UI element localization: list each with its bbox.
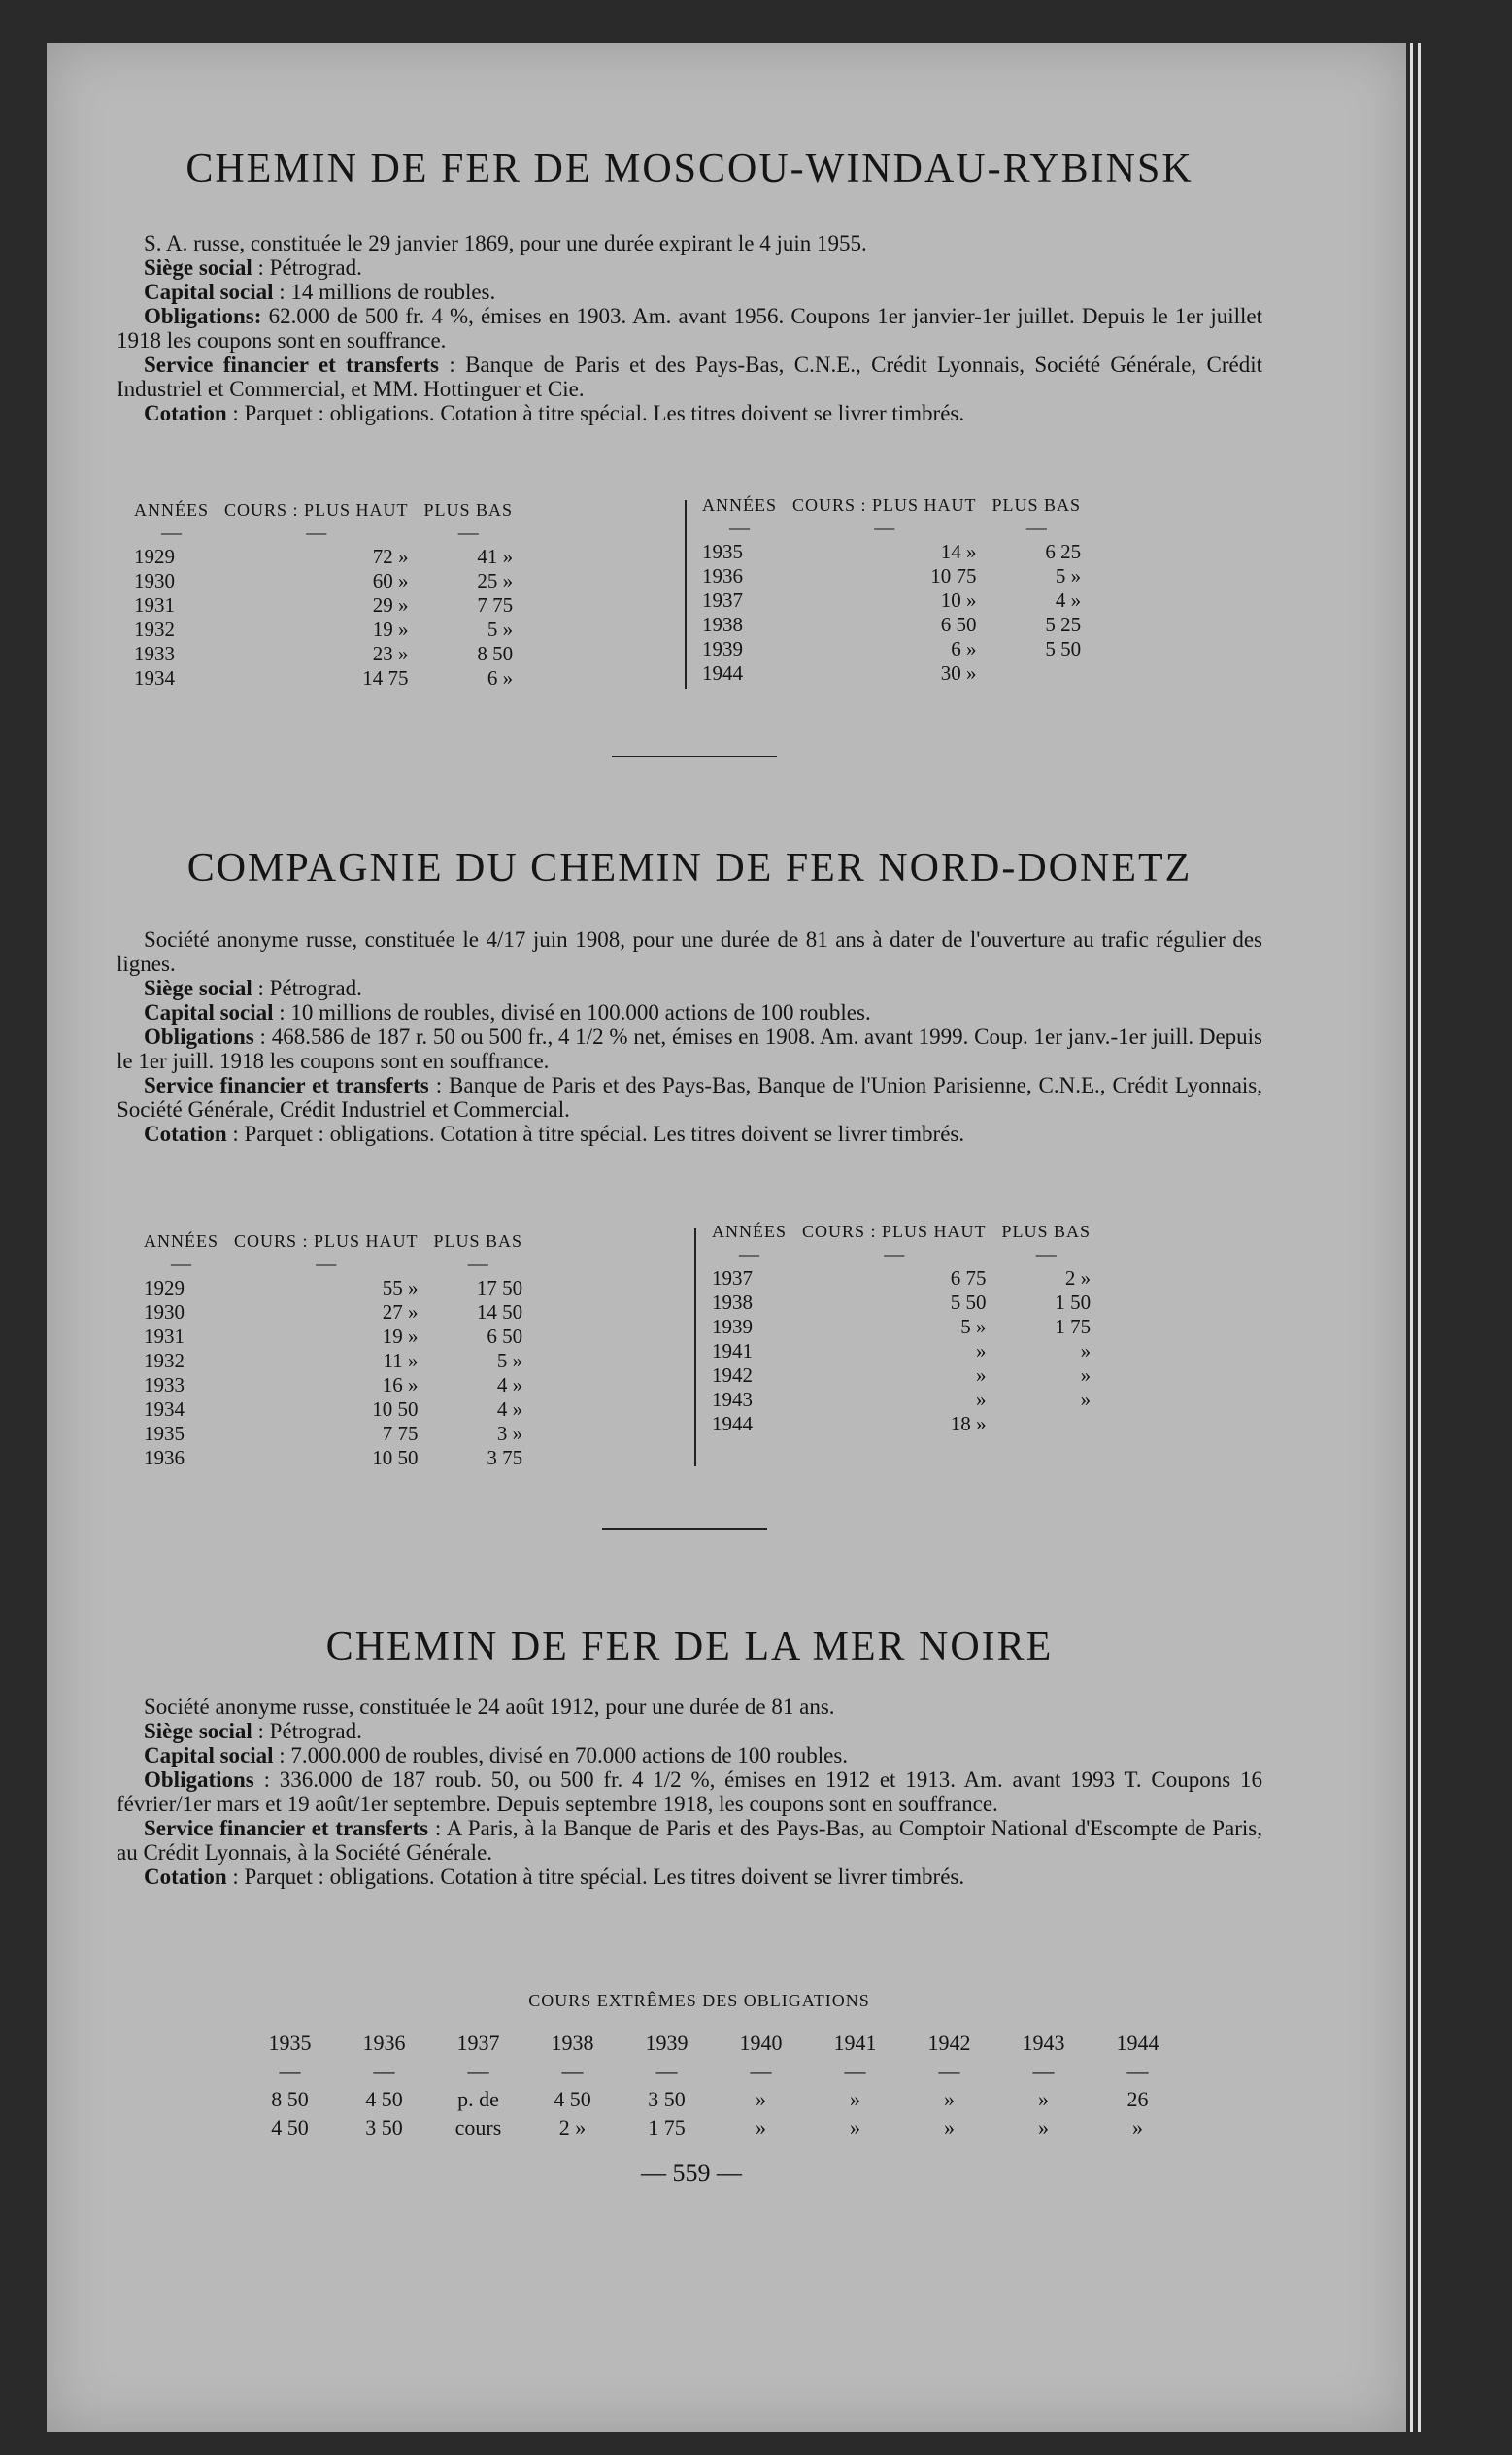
- intro-text: S. A. russe, constituée le 29 janvier 1869, pour une durée expirant le 4 juin 1955.: [144, 231, 867, 255]
- low-cell: 17 50: [476, 1276, 523, 1299]
- header-underline: —: [739, 1242, 759, 1265]
- high-cell: 4 50: [365, 2087, 403, 2111]
- year-cell: 1938: [551, 2031, 594, 2055]
- low-cell: 5 »: [487, 618, 514, 641]
- low-cell: »: [944, 2115, 955, 2139]
- section-title: CHEMIN DE FER DE LA MER NOIRE: [325, 1625, 1054, 1669]
- high-cell: 8 50: [271, 2087, 309, 2111]
- year-cell: 1929: [134, 545, 175, 568]
- low-cell: »: [1080, 1363, 1092, 1387]
- column-header: PLUS BAS: [423, 500, 514, 520]
- table-row: [694, 589, 1089, 613]
- year-cell: 1934: [134, 666, 175, 689]
- low-cell: [994, 1412, 1099, 1436]
- low-cell: 3 50: [365, 2115, 403, 2139]
- high-cell: 5 50: [950, 1291, 987, 1314]
- table-row: [126, 618, 521, 642]
- table-row: [694, 661, 1089, 686]
- high-cell: »: [1038, 2087, 1049, 2111]
- table-header-row: [126, 500, 521, 521]
- low-cell: 4 »: [496, 1397, 523, 1421]
- table-row: [136, 1276, 530, 1300]
- column-header: ANNÉES: [702, 495, 777, 515]
- table-row: [136, 1300, 530, 1325]
- low-cell: cours: [454, 2115, 502, 2139]
- obligations-value: 62.000 de 500 fr. 4 %, émises en 1903. Am. avant 1956. Coupons 1er janvier-1er juillet. Depuis le 1er juillet 1918 les coupons sont en souffrance.: [117, 304, 1263, 353]
- service-line: [117, 1073, 1262, 1122]
- obligations-line: [117, 1767, 1262, 1816]
- year-cell: 1936: [144, 1446, 185, 1469]
- section-moscou-windau: [117, 146, 1262, 192]
- section-separator: [602, 1528, 767, 1530]
- high-cell: 29 »: [372, 593, 409, 617]
- table-row: [126, 593, 521, 618]
- section-nord-donetz: [117, 845, 1262, 891]
- year-cell: 1940: [739, 2031, 783, 2055]
- low-cell: [985, 661, 1090, 686]
- capital-line: [117, 1000, 1262, 1025]
- header-underline: —: [844, 2059, 866, 2083]
- low-cell: 14 50: [476, 1300, 523, 1324]
- capital-value: : 7.000.000 de roubles, divisé en 70.000 actions de 100 roubles.: [279, 1743, 849, 1767]
- table-row: [694, 613, 1089, 637]
- table-row: [126, 666, 521, 690]
- low-cell: 2 »: [1064, 1266, 1092, 1290]
- table-row: [704, 1363, 1098, 1388]
- header-underline-row: [694, 516, 1089, 540]
- table-row: [694, 540, 1089, 564]
- high-cell: 11 »: [383, 1349, 419, 1372]
- high-cell: p. de: [457, 2087, 499, 2111]
- service-line: [117, 353, 1262, 401]
- column-header: ANNÉES: [712, 1222, 787, 1241]
- capital-value: : 14 millions de roubles.: [279, 280, 496, 304]
- table-row: [136, 1446, 530, 1470]
- low-cell: 1 75: [648, 2115, 686, 2139]
- siege-line: [117, 976, 1262, 1000]
- section-text: [117, 1695, 1262, 1889]
- service-value: : Banque de Paris et des Pays-Bas, C.N.E., Crédit Lyonnais, Société Générale, Crédit Industriel et Commercial, et MM. Hottinguer et Cie.: [117, 353, 1262, 401]
- high-cell: »: [976, 1388, 987, 1411]
- header-underline: —: [161, 521, 182, 544]
- high-cell: »: [756, 2087, 766, 2111]
- obligations-line: [117, 1025, 1262, 1073]
- capital-label: Capital social: [144, 1000, 274, 1025]
- high-cell: 19 »: [382, 1325, 419, 1348]
- siege-value: : Pétrograd.: [257, 255, 362, 280]
- low-cell: 4 »: [1055, 589, 1082, 612]
- section-mer-noire: [117, 1624, 1262, 1670]
- table-row: [136, 1422, 530, 1446]
- year-cell: 1930: [144, 1300, 185, 1324]
- high-cell: 26: [1126, 2087, 1149, 2111]
- intro-text: Société anonyme russe, constituée le 24 août 1912, pour une durée de 81 ans.: [144, 1695, 835, 1719]
- high-cell: 4 50: [554, 2087, 591, 2111]
- low-cell: 25 »: [477, 569, 514, 592]
- header-underline: —: [457, 521, 479, 544]
- low-cell: 5 »: [1055, 564, 1082, 588]
- high-cell: 6 75: [950, 1266, 987, 1290]
- page-edge: [1410, 43, 1413, 2432]
- year-cell: 1936: [702, 564, 743, 588]
- siege-label: Siège social: [144, 976, 252, 1000]
- capital-line: [117, 280, 1262, 304]
- year-cell: 1943: [1022, 2031, 1065, 2055]
- header-underline-row: [704, 1242, 1098, 1266]
- service-value: : Banque de Paris et des Pays-Bas, Banque de l'Union Parisienne, C.N.E., Crédit Lyonnais, Société Générale, Crédit Industriel et Commercial.: [117, 1073, 1262, 1122]
- cotation-line: [117, 1865, 1262, 1889]
- quotes-table-left: [136, 1231, 530, 1470]
- header-underline: —: [171, 1252, 191, 1275]
- table-row: [126, 642, 521, 666]
- header-underline: —: [1126, 2059, 1149, 2083]
- cotation-label: Cotation: [144, 1122, 227, 1146]
- low-cell: 4 50: [271, 2115, 309, 2139]
- low-cell: 6 25: [1045, 540, 1082, 563]
- year-cell: 1934: [144, 1397, 185, 1421]
- siege-value: : Pétrograd.: [257, 1719, 362, 1743]
- low-cell: 2 »: [558, 2115, 587, 2139]
- year-cell: 1938: [702, 613, 743, 636]
- service-value: : A Paris, à la Banque de Paris et des Pays-Bas, au Comptoir National d'Escompte de Paris, au Crédit Lyonnais, à la Société Générale.: [117, 1816, 1262, 1865]
- low-cell: »: [1132, 2115, 1143, 2139]
- low-cell: 6 »: [487, 666, 514, 689]
- high-cell: »: [850, 2087, 860, 2111]
- high-cell: 30 »: [940, 661, 977, 685]
- service-label: Service financier et transferts: [144, 353, 439, 377]
- year-cell: 1938: [712, 1291, 753, 1314]
- header-underline: —: [874, 516, 895, 539]
- table-row: [136, 1373, 530, 1397]
- high-cell: 72 »: [372, 545, 409, 568]
- high-cell: 60 »: [372, 569, 409, 592]
- table-row: [136, 1397, 530, 1422]
- table-row: [136, 1349, 530, 1373]
- low-cell: 4 »: [496, 1373, 523, 1396]
- column-header: ANNÉES: [134, 500, 209, 520]
- table-row: [704, 1266, 1098, 1291]
- low-cell: »: [1038, 2115, 1049, 2139]
- header-underline-row: [126, 521, 521, 545]
- low-cell: »: [756, 2115, 766, 2139]
- header-underline: —: [467, 1252, 488, 1275]
- high-cell: 55 »: [382, 1276, 419, 1299]
- year-cell: 1941: [712, 1339, 753, 1362]
- high-cell: »: [976, 1339, 987, 1362]
- obligations-value: : 468.586 de 187 r. 50 ou 500 fr., 4 1/2 % net, émises en 1908. Am. avant 1999. Coup. 1er janv.-1er juill. Depuis le 1er juill. 1918 les coupons sont en souffrance.: [117, 1025, 1263, 1073]
- year-cell: 1931: [134, 593, 175, 617]
- header-underline: —: [655, 2059, 678, 2083]
- table-divider: [685, 500, 687, 689]
- section-title: CHEMIN DE FER DE MOSCOU-WINDAU-RYBINSK: [185, 147, 1193, 191]
- table-divider: [694, 1228, 696, 1466]
- header-underline-row: [136, 1252, 530, 1276]
- high-cell: 10 50: [372, 1446, 419, 1469]
- low-cell: 5 50: [1045, 637, 1082, 660]
- header-underline: —: [938, 2059, 960, 2083]
- low-cell: 7 75: [477, 593, 514, 617]
- year-cell: 1937: [712, 1266, 753, 1290]
- low-cell: 5 »: [496, 1349, 523, 1372]
- table-row: [243, 2029, 1185, 2057]
- table-header-row: [704, 1222, 1098, 1242]
- high-cell: 10 50: [372, 1397, 419, 1421]
- high-cell: 6 »: [951, 637, 977, 660]
- low-cell: »: [1080, 1388, 1092, 1411]
- table-row: [243, 2085, 1185, 2113]
- low-cell: 41 »: [477, 545, 514, 568]
- table-row: [704, 1339, 1098, 1363]
- header-underline: —: [306, 521, 327, 544]
- table-row: [694, 637, 1089, 661]
- section-text: [117, 927, 1262, 1146]
- table-row: [704, 1388, 1098, 1412]
- obligations-label: Obligations:: [144, 304, 262, 328]
- low-cell: 1 75: [1055, 1315, 1092, 1338]
- year-cell: 1941: [833, 2031, 877, 2055]
- high-cell: 14 75: [362, 666, 409, 689]
- obligations-label: Obligations: [144, 1025, 254, 1049]
- obligations-label: Obligations: [144, 1767, 254, 1792]
- year-cell: 1930: [134, 569, 175, 592]
- high-cell: 27 »: [382, 1300, 419, 1324]
- cotation-value: : Parquet : obligations. Cotation à titre spécial. Les titres doivent se livrer timbrés.: [232, 401, 965, 425]
- section-text: [117, 231, 1262, 425]
- year-cell: 1933: [134, 642, 175, 665]
- table-row: [704, 1291, 1098, 1315]
- year-cell: 1935: [702, 540, 743, 563]
- header-underline: —: [561, 2059, 584, 2083]
- year-cell: 1944: [712, 1412, 753, 1435]
- obligations-quotes: [117, 1991, 1282, 2141]
- page-edge: [1418, 43, 1421, 2432]
- header-underline: —: [1025, 516, 1047, 539]
- table-row: [126, 545, 521, 569]
- section-separator: [612, 756, 777, 757]
- low-cell: »: [1080, 1339, 1092, 1362]
- page-number: — 559 —: [641, 2159, 742, 2187]
- year-cell: 1944: [702, 661, 743, 685]
- table-header-row: [694, 495, 1089, 516]
- high-cell: 23 »: [372, 642, 409, 665]
- high-cell: 14 »: [940, 540, 977, 563]
- high-cell: 10 »: [940, 589, 977, 612]
- header-underline: —: [316, 1252, 337, 1275]
- high-cell: 16 »: [382, 1373, 419, 1396]
- year-cell: 1932: [144, 1349, 185, 1372]
- siege-label: Siège social: [144, 1719, 252, 1743]
- table-row: [243, 2113, 1185, 2141]
- service-label: Service financier et transferts: [144, 1816, 429, 1840]
- obligations-value: : 336.000 de 187 roub. 50, ou 500 fr. 4 1/2 %, émises en 1912 et 1913. Am. avant 1993 T. Coupons 16 février/1er mars et 19 août/1er septembre. Depuis septembre 1918, les coupons sont en souffrance.: [117, 1767, 1262, 1816]
- header-underline: —: [884, 1242, 905, 1265]
- cotation-line: [117, 401, 1262, 425]
- header-underline: —: [729, 516, 750, 539]
- capital-value: : 10 millions de roubles, divisé en 100.000 actions de 100 roubles.: [279, 1000, 871, 1025]
- year-cell: 1939: [645, 2031, 689, 2055]
- low-cell: 3 75: [487, 1446, 523, 1469]
- year-cell: 1937: [702, 589, 743, 612]
- year-cell: 1932: [134, 618, 175, 641]
- cotation-line: [117, 1122, 1262, 1146]
- siege-line: [117, 1719, 1262, 1743]
- cotation-label: Cotation: [144, 401, 227, 425]
- year-cell: 1944: [1116, 2031, 1159, 2055]
- column-header: ANNÉES: [144, 1231, 218, 1251]
- high-cell: 19 »: [372, 618, 409, 641]
- column-header: PLUS BAS: [433, 1231, 523, 1251]
- year-cell: 1942: [712, 1363, 753, 1387]
- quotes-table-right: [694, 495, 1089, 686]
- high-cell: 10 75: [930, 564, 977, 588]
- high-cell: 3 50: [648, 2087, 686, 2111]
- year-cell: 1933: [144, 1373, 185, 1396]
- service-line: [117, 1816, 1262, 1865]
- capital-label: Capital social: [144, 280, 274, 304]
- table-row: [126, 569, 521, 593]
- header-underline: —: [1032, 2059, 1055, 2083]
- header-underline: —: [1035, 1242, 1057, 1265]
- column-header: PLUS BAS: [1001, 1222, 1092, 1241]
- year-cell: 1939: [702, 637, 743, 660]
- year-cell: 1943: [712, 1388, 753, 1411]
- table-row: [694, 564, 1089, 589]
- column-header: COURS : PLUS HAUT: [792, 495, 977, 515]
- low-cell: 5 25: [1045, 613, 1082, 636]
- year-cell: 1935: [144, 1422, 185, 1445]
- capital-line: [117, 1743, 1262, 1767]
- column-header: COURS : PLUS HAUT: [234, 1231, 419, 1251]
- high-cell: 7 75: [382, 1422, 419, 1445]
- siege-value: : Pétrograd.: [257, 976, 362, 1000]
- obligations-line: [117, 304, 1262, 353]
- year-cell: 1935: [268, 2031, 312, 2055]
- cotation-value: : Parquet : obligations. Cotation à titre spécial. Les titres doivent se livrer timbrés.: [232, 1865, 965, 1889]
- table-row: [243, 2057, 1185, 2085]
- column-header: COURS : PLUS HAUT: [224, 500, 409, 520]
- service-label: Service financier et transferts: [144, 1073, 429, 1097]
- low-cell: 6 50: [487, 1325, 523, 1348]
- column-header: COURS : PLUS HAUT: [802, 1222, 987, 1241]
- header-underline: —: [373, 2059, 395, 2083]
- quotes-table-right: [704, 1222, 1098, 1436]
- year-cell: 1939: [712, 1315, 753, 1338]
- low-cell: 1 50: [1055, 1291, 1092, 1314]
- intro-text: Société anonyme russe, constituée le 4/17 juin 1908, pour une durée de 81 ans à dater de l'ouverture au trafic régulier des lignes.: [117, 927, 1262, 976]
- obligations-table-title: COURS EXTRÊMES DES OBLIGATIONS: [528, 1991, 870, 2010]
- year-cell: 1929: [144, 1276, 185, 1299]
- year-cell: 1931: [144, 1325, 185, 1348]
- siege-line: [117, 255, 1262, 280]
- low-cell: 3 »: [496, 1422, 523, 1445]
- low-cell: »: [850, 2115, 860, 2139]
- header-underline: —: [750, 2059, 772, 2083]
- table-row: [704, 1315, 1098, 1339]
- high-cell: »: [976, 1363, 987, 1387]
- year-cell: 1942: [927, 2031, 971, 2055]
- cotation-value: : Parquet : obligations. Cotation à titre spécial. Les titres doivent se livrer timbrés.: [232, 1122, 965, 1146]
- cotation-label: Cotation: [144, 1865, 227, 1889]
- high-cell: »: [944, 2087, 955, 2111]
- high-cell: 18 »: [950, 1412, 987, 1435]
- low-cell: 8 50: [477, 642, 514, 665]
- table-header-row: [136, 1231, 530, 1252]
- table-row: [704, 1412, 1098, 1436]
- capital-label: Capital social: [144, 1743, 274, 1767]
- section-title: COMPAGNIE DU CHEMIN DE FER NORD-DONETZ: [186, 846, 1193, 891]
- year-cell: 1936: [362, 2031, 406, 2055]
- siege-label: Siège social: [144, 255, 252, 280]
- year-cell: 1937: [456, 2031, 500, 2055]
- high-cell: 5 »: [960, 1315, 987, 1338]
- header-underline: —: [467, 2059, 489, 2083]
- column-header: PLUS BAS: [991, 495, 1082, 515]
- quotes-table-left: [126, 500, 521, 690]
- header-underline: —: [279, 2059, 301, 2083]
- table-row: [136, 1325, 530, 1349]
- high-cell: 6 50: [940, 613, 977, 636]
